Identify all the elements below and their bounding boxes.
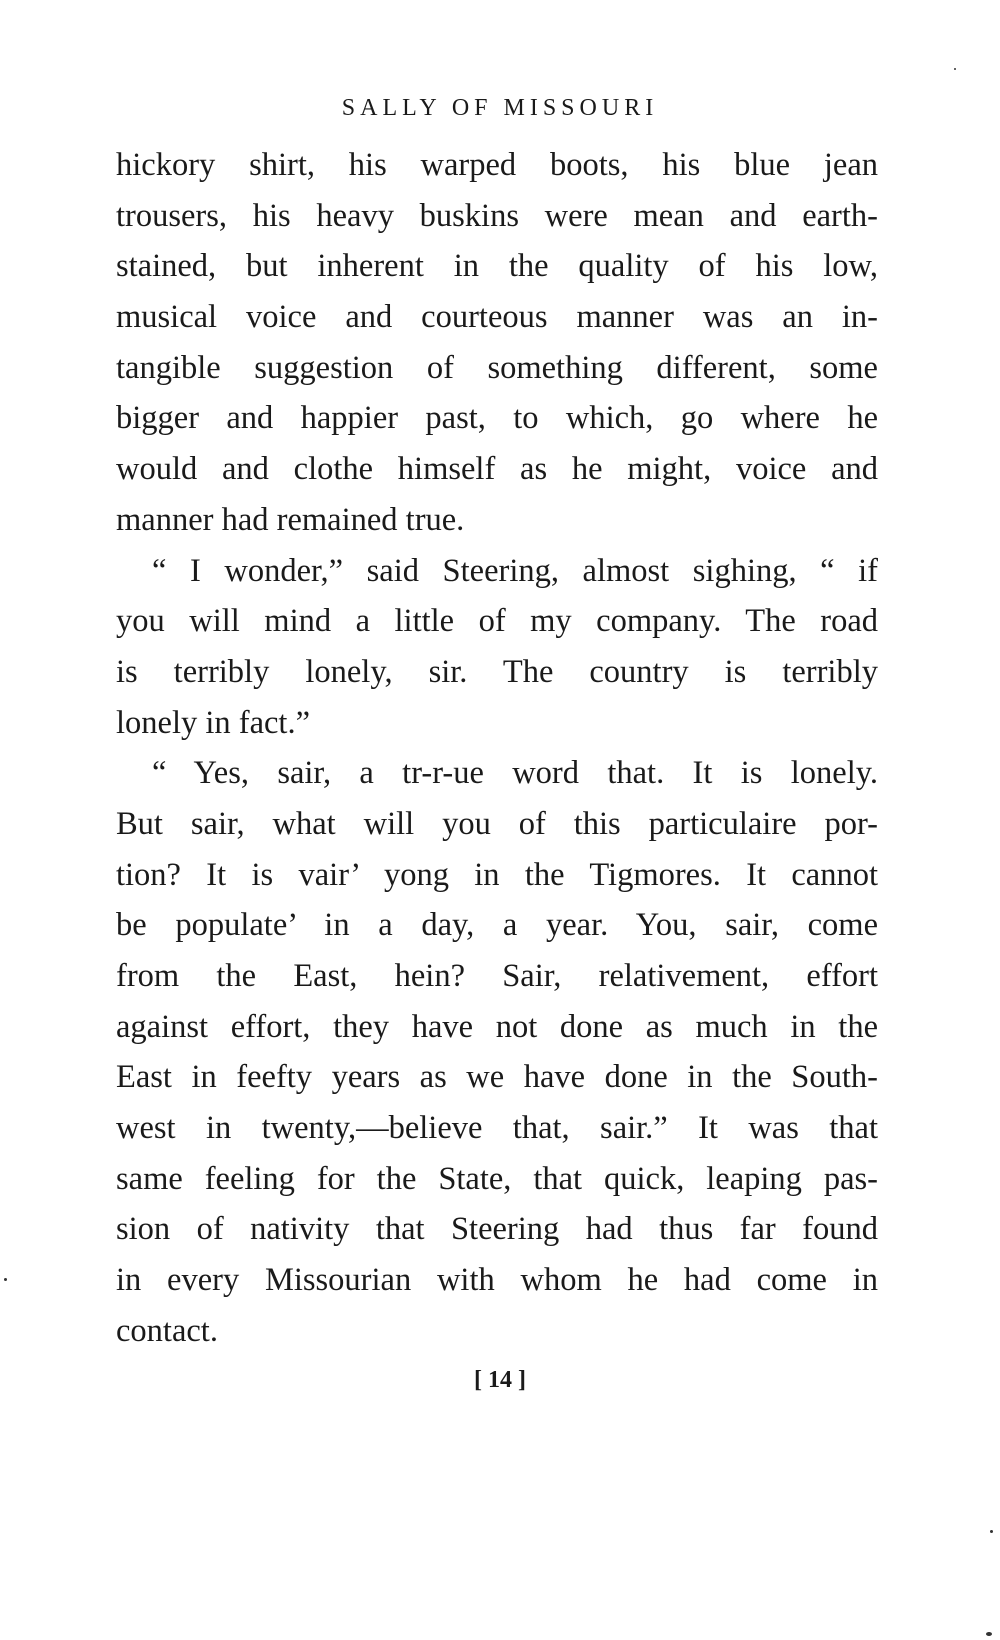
- scan-speck: [986, 1632, 992, 1636]
- text-line: in every Missourian with whom he had come in: [116, 1262, 878, 1299]
- text-line: from the East, hein? Sair, relativement, effort: [116, 958, 878, 994]
- text-line: lonely in fact.”: [116, 704, 311, 741]
- text-line: same feeling for the State, that quick, leaping pas-: [116, 1160, 878, 1197]
- text-line: stained, but inherent in the quality of his low,: [116, 248, 878, 285]
- text-line: “ Yes, sair, a tr-r-ue word that. It is lonely.: [152, 755, 878, 792]
- scan-speck: [990, 1530, 993, 1533]
- text-line: contact.: [116, 1312, 218, 1349]
- text-line: bigger and happier past, to which, go where he: [116, 400, 878, 437]
- body-text: [116, 140, 878, 1357]
- text-line: East in feefty years as we have done in the South-: [116, 1059, 878, 1096]
- text-line: would and clothe himself as he might, voice and: [116, 451, 878, 488]
- page-number: [ 14 ]: [474, 1367, 526, 1393]
- text-line: sion of nativity that Steering had thus far found: [116, 1211, 878, 1248]
- running-head: SALLY OF MISSOURI: [341, 95, 659, 121]
- text-line: be populate’ in a day, a year. You, sair, come: [116, 907, 878, 944]
- text-line: “ I wonder,” said Steering, almost sighing, “ if: [152, 552, 878, 589]
- text-line: is terribly lonely, sir. The country is terribly: [116, 653, 878, 690]
- scan-speck: [954, 68, 956, 70]
- text-line: manner had remained true.: [116, 501, 465, 538]
- scan-speck: [4, 1278, 7, 1281]
- text-line: trousers, his heavy buskins were mean and earth-: [116, 197, 878, 234]
- text-line: against effort, they have not done as much in the: [116, 1008, 878, 1045]
- text-line: tangible suggestion of something different, some: [116, 349, 878, 386]
- text-line: But sair, what will you of this particulaire por-: [116, 805, 878, 842]
- text-line: you will mind a little of my company. The road: [116, 603, 878, 640]
- text-line: hickory shirt, his warped boots, his blue jean: [116, 147, 878, 183]
- text-line: tion? It is vair’ yong in the Tigmores. It cannot: [116, 856, 878, 893]
- text-line: west in twenty,—believe that, sair.” It was that: [116, 1110, 878, 1147]
- text-line: musical voice and courteous manner was an in-: [116, 299, 878, 336]
